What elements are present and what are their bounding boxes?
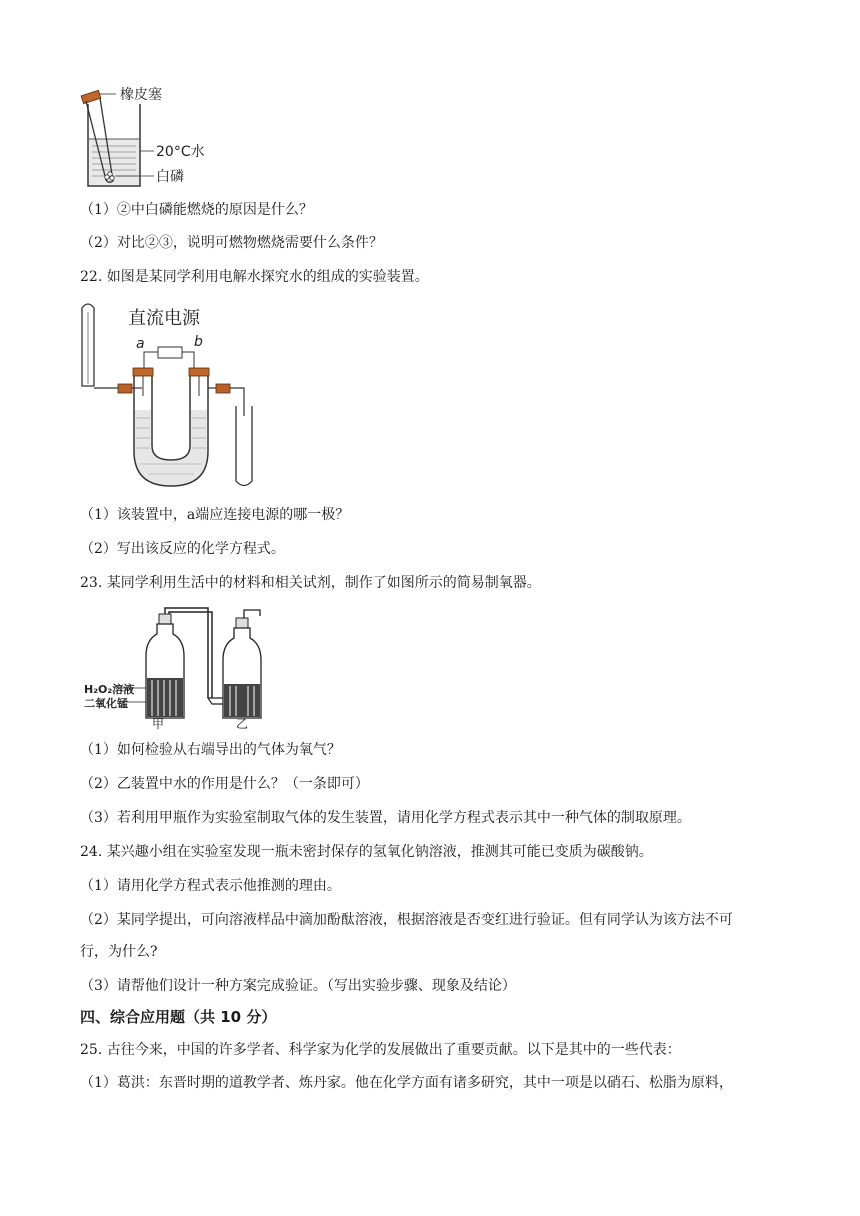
label-bottle-yi: 乙 bbox=[236, 717, 249, 730]
q23-part2: （2）乙装置中水的作用是什么？（一条即可） bbox=[80, 776, 369, 792]
q24-stem: 24. 某兴趣小组在实验室发现一瓶未密封保存的氢氧化钠溶液，推测其可能已变质为碳酸钠。 bbox=[80, 844, 653, 860]
q22-stem: 22. 如图是某同学利用电解水探究水的组成的实验装置。 bbox=[80, 269, 429, 285]
figure-oxygen-generator bbox=[84, 606, 284, 730]
q24-part2-line1: （2）某同学提出，可向溶液样品中滴加酚酞溶液，根据溶液是否变红进行验证。但有同学认为该方法不可 bbox=[80, 912, 733, 928]
label-dc-power: 直流电源 bbox=[128, 308, 200, 329]
q21-part1: （1）②中白磷能燃烧的原因是什么？ bbox=[80, 202, 313, 218]
label-h2o2-solution: H₂O₂溶液 bbox=[84, 683, 135, 696]
label-white-phosphorus: 白磷 bbox=[156, 169, 184, 185]
q23-part3: （3）若利用甲瓶作为实验室制取气体的发生装置，请用化学方程式表示其中一种气体的制取原理。 bbox=[80, 810, 691, 826]
figure-white-phosphorus bbox=[76, 84, 226, 194]
label-b: b bbox=[194, 334, 203, 350]
section-4-title: 四、综合应用题（共 10 分） bbox=[80, 1008, 277, 1026]
q21-part2: （2）对比②③，说明可燃物燃烧需要什么条件？ bbox=[80, 235, 383, 251]
q25-part1: （1）葛洪：东晋时期的道教学者、炼丹家。他在化学方面有诸多研究，其中一项是以硝石、松脂为原料， bbox=[80, 1075, 733, 1091]
label-bottle-jia: 甲 bbox=[152, 717, 165, 730]
q22-part2: （2）写出该反应的化学方程式。 bbox=[80, 541, 285, 557]
figure-electrolysis bbox=[76, 296, 276, 492]
q24-part3: （3）请帮他们设计一种方案完成验证。（写出实验步骤、现象及结论） bbox=[80, 978, 516, 994]
q24-part2-line2: 行，为什么? bbox=[80, 944, 158, 960]
label-rubber-stopper: 橡皮塞 bbox=[120, 87, 162, 103]
label-water-20c: 20°C水 bbox=[156, 144, 205, 160]
q25-stem: 25. 古往今来，中国的许多学者、科学家为化学的发展做出了重要贡献。以下是其中的一些代表： bbox=[80, 1042, 681, 1058]
label-a: a bbox=[136, 336, 145, 352]
q23-stem: 23. 某同学利用生活中的材料和相关试剂，制作了如图所示的简易制氧器。 bbox=[80, 575, 541, 591]
q23-part1: （1）如何检验从右端导出的气体为氧气？ bbox=[80, 742, 341, 758]
label-manganese-dioxide: 二氧化锰 bbox=[84, 697, 128, 710]
q22-part1: （1）该装置中，a端应连接电源的哪一极？ bbox=[80, 507, 350, 523]
q24-part1: （1）请用化学方程式表示他推测的理由。 bbox=[80, 878, 341, 894]
